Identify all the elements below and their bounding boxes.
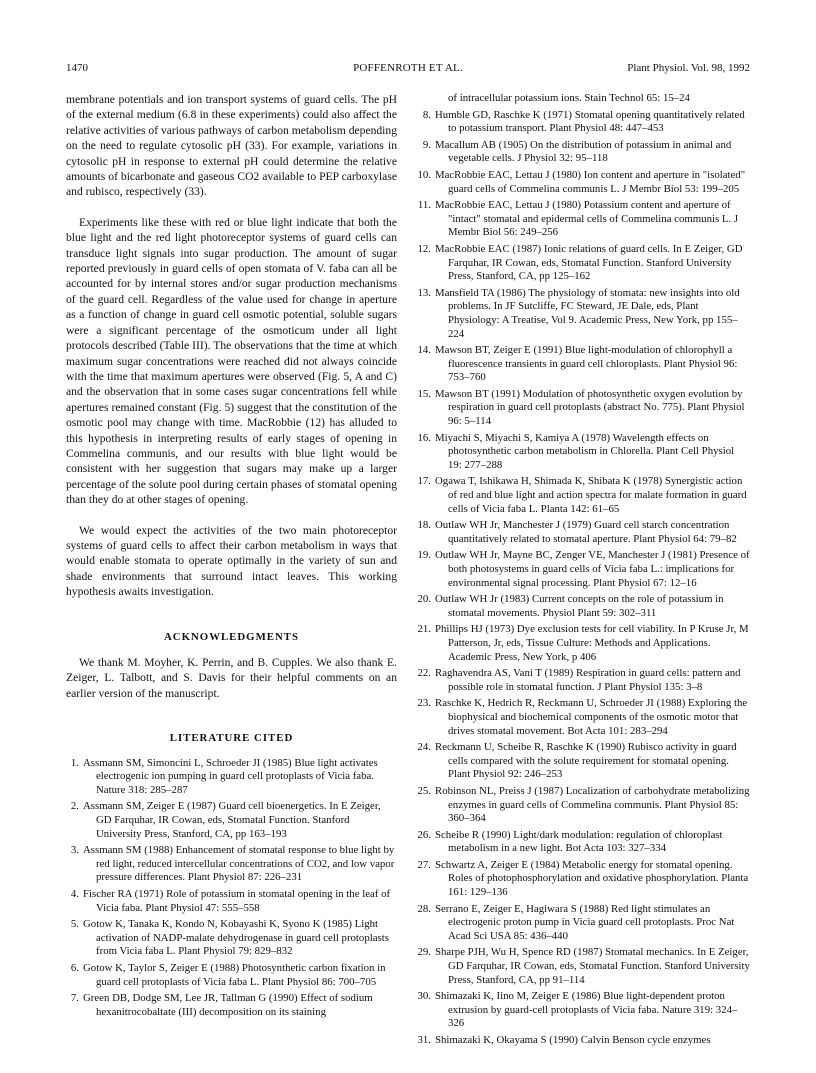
reference-item [418, 946, 750, 987]
reference-item [418, 549, 750, 590]
reference-text: Sharpe PJH, Wu H, Spence RD (1987) Stomatal mechanics. In E Zeiger, GD Farquhar, IR Cowan, eds, Stomatal Function. Stanford University Press, Stanford, CA, pp 91–114 [435, 946, 750, 986]
reference-number: 3. [70, 844, 79, 857]
reference-number: 25. [417, 784, 431, 797]
reference-item [418, 519, 750, 546]
right-column [418, 92, 750, 1051]
reference-text: Phillips HJ (1973) Dye exclusion tests for cell viability. In P Kruse Jr, M Patterson, Jr, eds, Tissue Culture: Methods and Applications. Academic Press, New York, p 406 [435, 623, 749, 663]
reference-text: Serrano E, Zeiger E, Hagiwara S (1988) Red light stimulates an electrogenic proton pump in Vicia guard cell protoplasts. Proc Nat Acad Sci USA 85: 436–440 [435, 902, 735, 942]
reference-text: Schwartz A, Zeiger E (1984) Metabolic energy for stomatal opening. Roles of photophosphorylation and oxidative phosphorylation. Planta 161: 129–136 [435, 858, 749, 899]
reference-item [418, 109, 750, 136]
reference-text: Fischer RA (1971) Role of potassium in stomatal opening in the leaf of Vicia faba. Plant Physiol 47: 555–558 [83, 887, 391, 914]
reference-continuation: of intracellular potassium ions. Stain Technol 65: 15–24 [448, 92, 690, 104]
reference-text: Assmann SM (1988) Enhancement of stomatal response to blue light by red light, reduced intercellular concentrations of CO2, and low vapor pressure differences. Plant Physiol 87: 226–231 [83, 844, 395, 884]
reference-item [66, 800, 397, 841]
reference-list [66, 757, 397, 1020]
reference-number: 28. [417, 902, 431, 915]
reference-item [418, 829, 750, 856]
reference-number: 20. [417, 593, 431, 606]
reference-number: 24. [417, 741, 431, 754]
reference-text: MacRobbie EAC, Lettau J (1980) Potassium content and aperture of "intact" stomatal and epidermal cells of Commelina communis L. J Membr Biol 56: 249–256 [435, 199, 739, 239]
reference-number: 7. [70, 992, 79, 1005]
reference-text: Miyachi S, Miyachi S, Kamiya A (1978) Wavelength effects on photosynthetic carbon metabolism in Chlorella. Plant Cell Physiol 19: 277–288 [435, 431, 735, 471]
running-header [66, 62, 750, 78]
reference-text: Outlaw WH Jr, Manchester J (1979) Guard cell starch concentration quantitatively related to stomatal aperture. Plant Physiol 64: 79–82 [435, 519, 737, 545]
reference-number: 27. [417, 858, 431, 871]
reference-number: 10. [417, 168, 431, 181]
reference-text: Outlaw WH Jr (1983) Current concepts on the role of potassium in stomatal movements. Physiol Plant 59: 302–311 [435, 593, 724, 619]
reference-item [418, 741, 750, 782]
reference-text: Gotow K, Tanaka K, Kondo N, Kobayashi K, Syono K (1985) Light activation of NADP-malate dehydrogenase in guard cell protoplasts from Vicia faba L. Plant Physiol 79: 829–832 [83, 918, 389, 958]
reference-item [418, 243, 750, 284]
reference-text: MacRobbie EAC (1987) Ionic relations of guard cells. In E Zeiger, GD Farquhar, IR Cowan, eds, Stomatal Function. Stanford University Press, Stanford, CA, pp 125–162 [435, 242, 743, 283]
acknowledgments-text: We thank M. Moyher, K. Perrin, and B. Cupples. We also thank E. Zeiger, L. Talbott, and S. Davis for their helpful comments on an earlier version of the manuscript. [66, 656, 397, 700]
reference-item [418, 903, 750, 944]
reference-text: Reckmann U, Scheibe R, Raschke K (1990) Rubisco activity in guard cells compared with the solute requirement for stomatal opening. Plant Physiol 92: 246–253 [435, 741, 737, 781]
reference-text: Outlaw WH Jr, Mayne BC, Zenger VE, Manchester J (1981) Presence of both photosystems in guard cells of Vicia faba L.: implications for environmental signal processing. Plant Physiol 67: 12–16 [435, 549, 750, 589]
reference-number: 8. [422, 108, 431, 121]
reference-number: 6. [70, 961, 79, 974]
reference-number: 15. [417, 387, 431, 400]
reference-text: Gotow K, Taylor S, Zeiger E (1988) Photosynthetic carbon fixation in guard cell protoplasts of Vicia faba L. Plant Physiol 86: 700–705 [83, 961, 386, 988]
reference-text: Assmann SM, Simoncini L, Schroeder JI (1985) Blue light activates electrogenic ion pumping in guard cell protoplasts of Vicia faba. Nature 318: 285–287 [83, 756, 378, 796]
reference-text: Green DB, Dodge SM, Lee JR, Tallman G (1990) Effect of sodium hexanitrocobaltate (III) decomposition on its staining [83, 992, 373, 1018]
reference-number: 19. [417, 549, 431, 562]
reference-item [418, 990, 750, 1031]
reference-item [418, 199, 750, 240]
reference-item [418, 139, 750, 166]
reference-number: 2. [70, 800, 79, 813]
running-authors: POFFENROTH ET AL. [353, 62, 463, 74]
reference-text: Mawson BT (1991) Modulation of photosynthetic oxygen evolution by respiration in guard cell protoplasts (abstract No. 775). Plant Physiol 96: 5–114 [435, 387, 745, 428]
left-column [66, 92, 397, 1022]
reference-number: 30. [417, 990, 431, 1003]
reference-text: Mansfield TA (1986) The physiology of stomata: new insights into old problems. In JF Sutcliffe, FC Steward, JE Dale, eds, Plant Physiology: A Treatise, Vol 9. Academic Press, New York, pp 155–224 [435, 286, 740, 340]
reference-number: 5. [70, 918, 79, 931]
reference-text: Raschke K, Hedrich R, Reckmann U, Schroeder JI (1988) Exploring the biophysical and biochemical components of the osmotic motor that drives stomatal movement. Bot Acta 101: 283–294 [435, 697, 748, 737]
reference-item [418, 287, 750, 341]
reference-number: 4. [70, 887, 79, 900]
reference-item [418, 169, 750, 196]
reference-number: 9. [422, 138, 431, 151]
reference-item [418, 388, 750, 429]
reference-item [66, 992, 397, 1019]
reference-number: 22. [417, 667, 431, 680]
reference-number: 21. [417, 623, 431, 636]
reference-item [418, 475, 750, 516]
reference-number: 11. [417, 199, 431, 212]
reference-text: Ogawa T, Ishikawa H, Shimada K, Shibata K (1978) Synergistic action of red and blue light and action spectra for malate formation in guard cells of Vicia faba L. Planta 142: 61–65 [435, 475, 747, 515]
reference-text: Shimazaki K, Okayama S (1990) Calvin Benson cycle enzymes [435, 1034, 711, 1046]
reference-item [418, 859, 750, 900]
page-number: 1470 [66, 62, 88, 74]
reference-list [418, 109, 750, 1048]
reference-number: 13. [417, 286, 431, 299]
acknowledgments-heading: ACKNOWLEDGMENTS [164, 630, 299, 643]
reference-number: 23. [417, 697, 431, 710]
body-paragraph: membrane potentials and ion transport systems of guard cells. The pH of the external medium (6.8 in these experiments) could also affect the relative activities of various pathways of carbon metabolism depending on the need to regulate cytosolic pH (33). For example, variations in cytosolic pH in response to external pH could determine the relative amounts of bicarbonate and gaseous CO2 available to PEP carboxylase and rubisco, respectively (33). [66, 93, 397, 199]
journal-citation: Plant Physiol. Vol. 98, 1992 [627, 62, 750, 74]
reference-text: Mawson BT, Zeiger E (1991) Blue light-modulation of chlorophyll a fluorescence transients in guard cell chloroplasts. Plant Physiol 96: 753–760 [435, 344, 738, 384]
reference-item [418, 623, 750, 664]
reference-number: 31. [417, 1034, 431, 1046]
reference-text: Macallum AB (1905) On the distribution of potassium in animal and vegetable cells. J Physiol 32: 95–118 [435, 138, 732, 165]
reference-item [418, 697, 750, 738]
reference-item [66, 888, 397, 915]
reference-text: Humble GD, Raschke K (1971) Stomatal opening quantitatively related to potassium transport. Plant Physiol 48: 447–453 [435, 108, 745, 135]
reference-item [418, 1034, 750, 1048]
literature-cited-heading: LITERATURE CITED [169, 732, 294, 745]
reference-number: 14. [417, 344, 431, 357]
reference-text: Scheibe R (1990) Light/dark modulation: regulation of chloroplast metabolism in a new light. Bot Acta 103: 327–334 [435, 828, 723, 855]
reference-number: 1. [70, 756, 79, 769]
reference-item [66, 918, 397, 959]
reference-text: Robinson NL, Preiss J (1987) Localization of carbohydrate metabolizing enzymes in guard cells of Commelina communis. Plant Physiol 85: 360–364 [435, 784, 750, 825]
reference-item [418, 432, 750, 473]
reference-item [66, 844, 397, 885]
body-paragraph: We would expect the activities of the two main photoreceptor systems of guard cells to affect their carbon metabolism in ways that would enable stomata to operate optimally in the variety of sun and shade environments that surround intact leaves. This working hypothesis awaits investigation. [66, 523, 397, 599]
reference-number: 26. [417, 828, 431, 841]
reference-text: MacRobbie EAC, Lettau J (1980) Ion content and aperture in "isolated" guard cells of Commelina communis L. J Membr Biol 53: 199–205 [435, 168, 746, 195]
reference-item [418, 785, 750, 826]
body-paragraph: Experiments like these with red or blue light indicate that both the blue light and the red light photoreceptor systems of guard cells can transduce light signals into sugar production. The amount of sugar reported previously in guard cells of open stomata of V. faba can all be accounted for by internal stores and/or sugar production mechanisms of the guard cell. Regardless of the value used for change in aperture as a function of change in guard cell osmotic potential, soluble sugars were a significant percentage of the osmoticum under all light protocols described (Table III). The observations that the time at which maximum sugar concentrations were reached did not always coincide with the time that maximum apertures were observed (Fig. 5, A and C) and the observation that in some cases sugar concentrations fell while apertures remained constant (Fig. 5) suggest that the constitution of the osmotic pool may change with time. MacRobbie (12) has alluded to this hypothesis in interpreting results of early stages of opening in Commelina communis, and our results with blue light would be consistent with her suggestion that sugars may make up a larger percentage of the solute pool during certain phases of stomatal opening than they do at other stages of opening. [66, 215, 397, 507]
reference-text: Shimazaki K, Iino M, Zeiger E (1986) Blue light-dependent proton extrusion by guard-cell protoplasts of Vicia faba. Nature 319: 324–326 [435, 990, 738, 1030]
reference-number: 17. [417, 475, 431, 488]
reference-item [66, 962, 397, 989]
reference-number: 16. [417, 431, 431, 444]
reference-item [418, 344, 750, 385]
reference-number: 29. [417, 946, 431, 959]
reference-text: Raghavendra AS, Vani T (1989) Respiration in guard cells: pattern and possible role in stomatal function. J Plant Physiol 135: 3–8 [435, 667, 741, 693]
reference-item [418, 593, 750, 620]
reference-text: Assmann SM, Zeiger E (1987) Guard cell bioenergetics. In E Zeiger, GD Farquhar, IR Cowan, eds, Stomatal Function. Stanford University Press, Stanford, CA, pp 163–193 [83, 800, 381, 840]
reference-item [66, 757, 397, 798]
reference-number: 12. [417, 242, 431, 255]
reference-number: 18. [417, 519, 431, 532]
reference-item [418, 667, 750, 694]
